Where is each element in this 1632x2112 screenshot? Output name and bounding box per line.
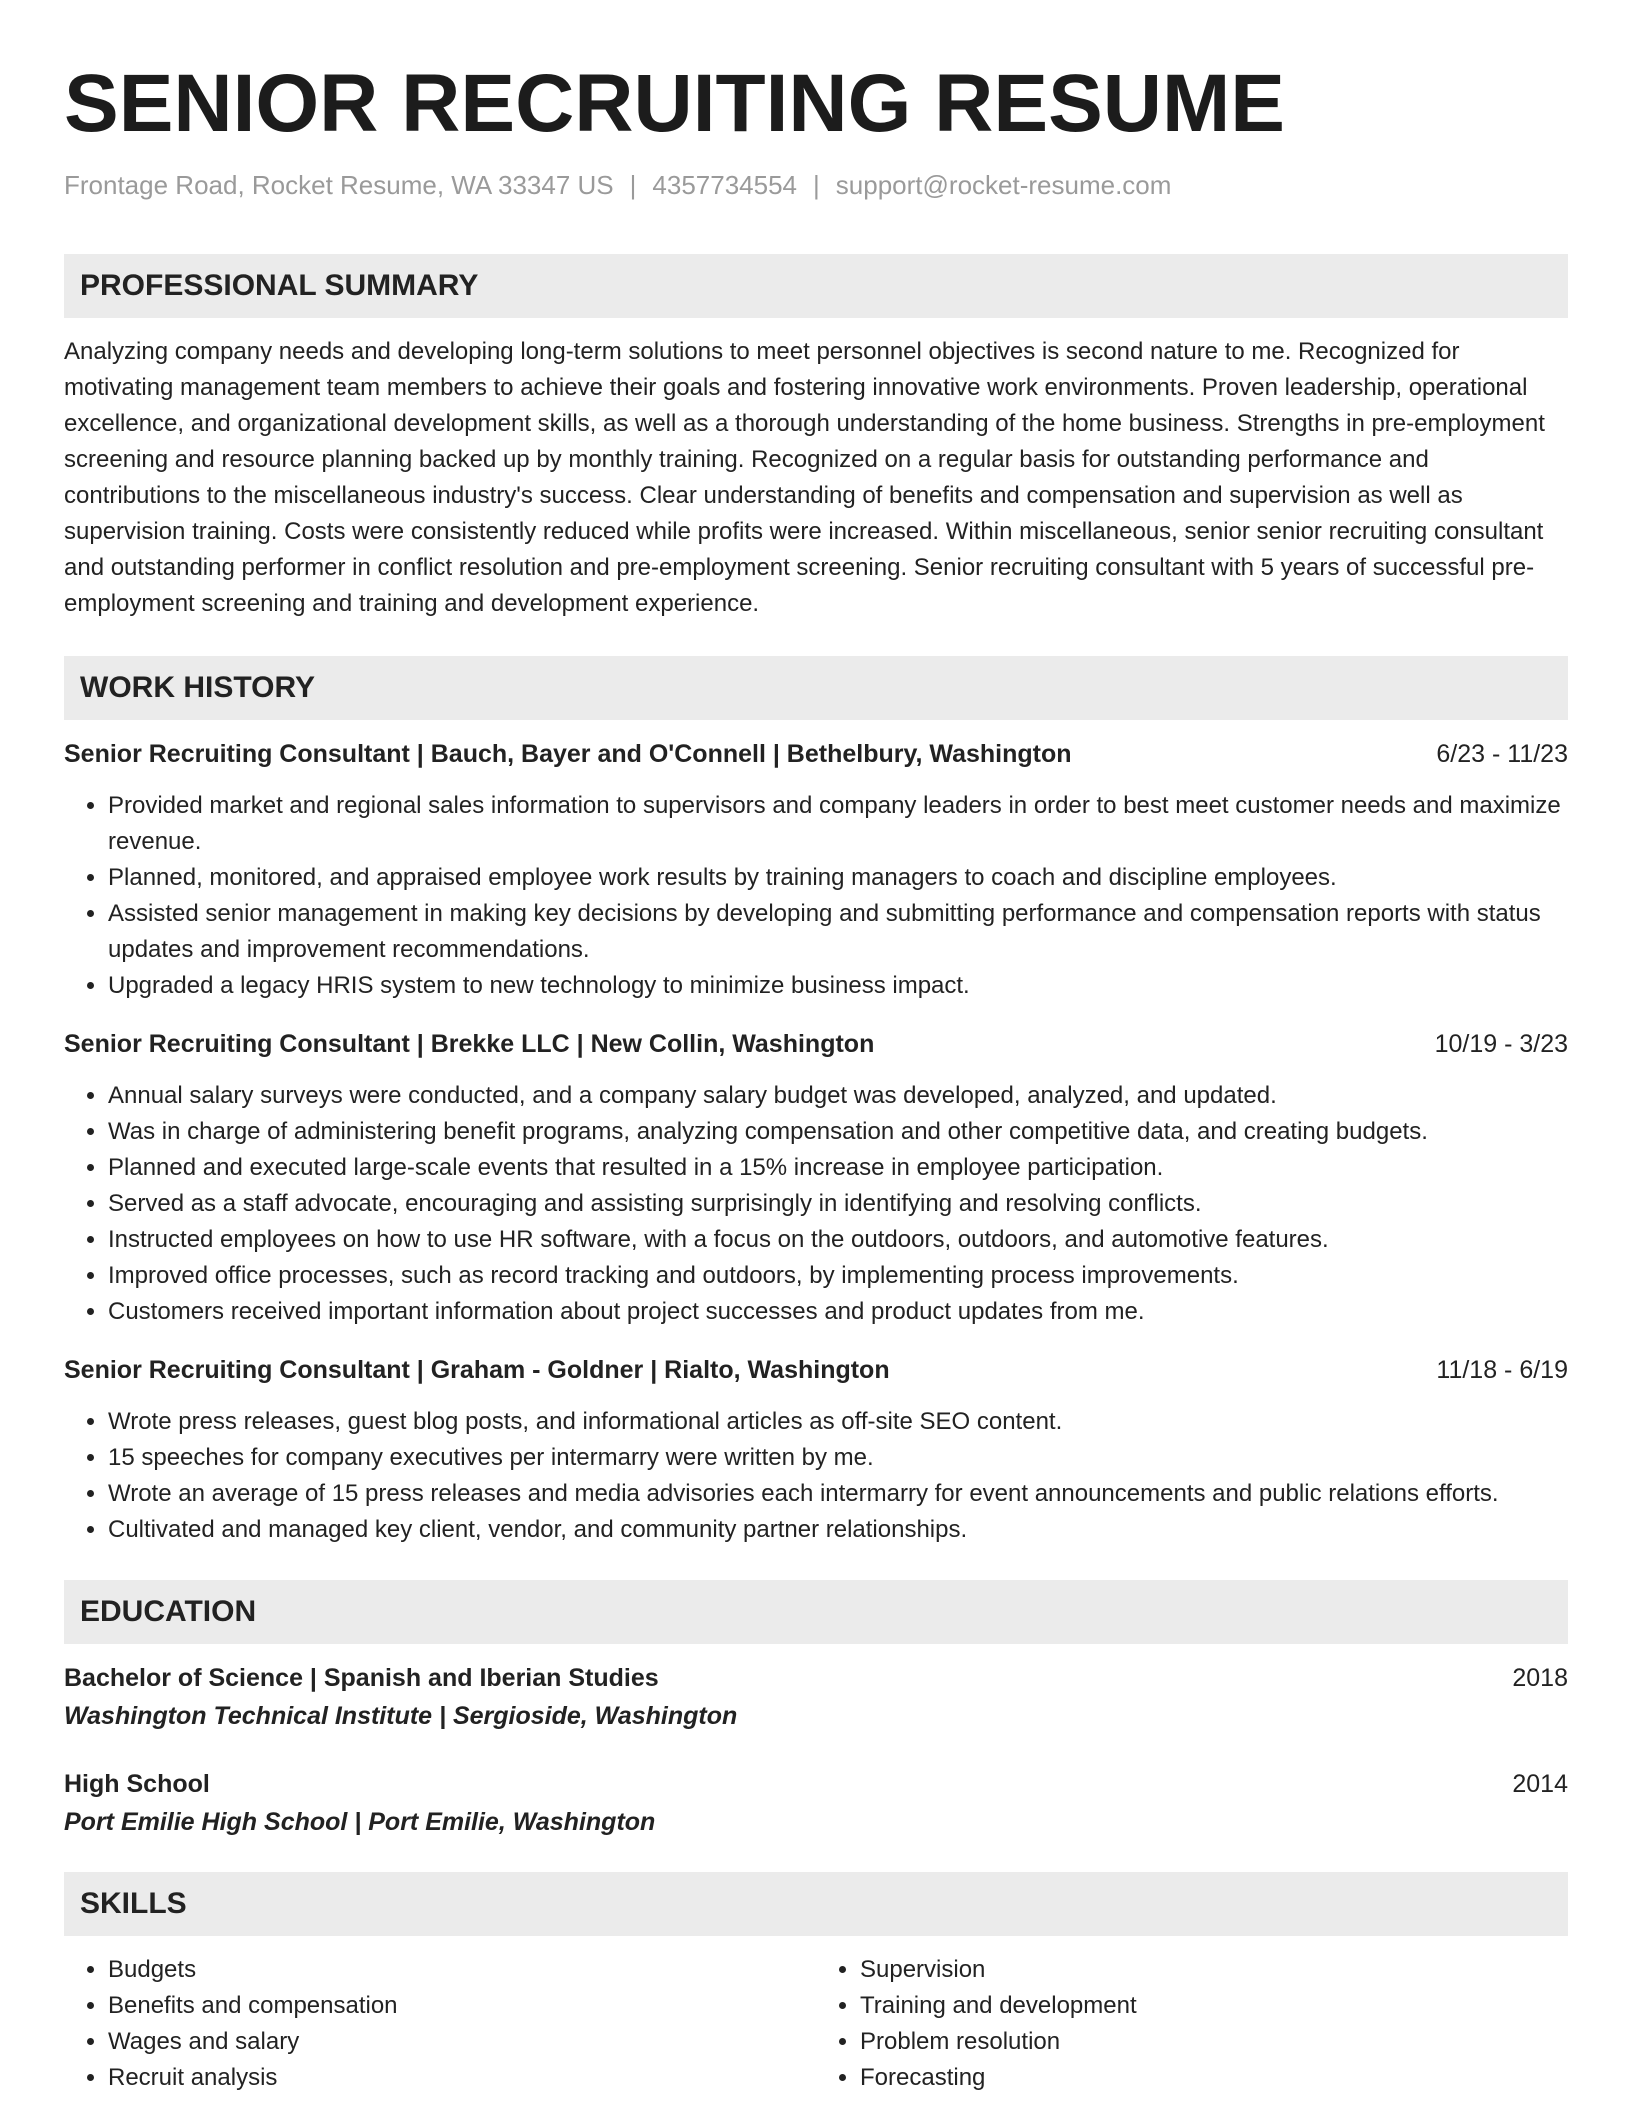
education-year: 2014 [1512, 1770, 1568, 1798]
job-bullet: • Improved office processes, such as record tracking and outdoors, by implementing process improvements. [108, 1258, 1568, 1294]
section-header-education: EDUCATION [64, 1580, 1568, 1644]
section-header-summary: PROFESSIONAL SUMMARY [64, 254, 1568, 318]
education-school: Port Emilie High School | Port Emilie, Washington [64, 1808, 656, 1836]
skills-list [64, 1952, 1568, 2096]
education-year: 2018 [1512, 1664, 1568, 1692]
job-dates: 11/18 - 6/19 [1436, 1356, 1568, 1384]
job-entry [64, 1352, 1568, 1548]
education-entry [64, 1660, 1568, 1736]
job-bullets [64, 1078, 1568, 1330]
skill-item: • Training and development [860, 1988, 1568, 2024]
resume-title: SENIOR RECRUITING RESUME [64, 58, 1285, 149]
contact-separator: | [813, 170, 820, 200]
education-list [64, 1660, 1568, 1842]
job-header [64, 1026, 1568, 1062]
skill-item: • Forecasting [860, 2060, 1568, 2096]
job-bullets [64, 788, 1568, 1004]
skill-item: • Recruit analysis [108, 2060, 816, 2096]
contact-email: support@rocket-resume.com [835, 170, 1172, 200]
contact-phone: 4357734554 [652, 170, 798, 200]
skill-item: • Supervision [860, 1952, 1568, 1988]
education-school: Washington Technical Institute | Sergioside, Washington [64, 1702, 738, 1730]
job-bullet: • Customers received important information about project successes and product updates from me. [108, 1294, 1568, 1330]
job-bullet: • Instructed employees on how to use HR software, with a focus on the outdoors, outdoors, and automotive features. [108, 1222, 1568, 1258]
skill-item: • Problem resolution [860, 2024, 1568, 2060]
job-bullet: • Planned and executed large-scale events that resulted in a 15% increase in employee participation. [108, 1150, 1568, 1186]
job-dates: 6/23 - 11/23 [1436, 740, 1568, 768]
job-dates: 10/19 - 3/23 [1434, 1030, 1568, 1058]
job-bullet: • Upgraded a legacy HRIS system to new technology to minimize business impact. [108, 968, 1568, 1004]
skill-item: • Budgets [108, 1952, 816, 1988]
education-degree: High School [64, 1770, 210, 1798]
education-degree: Bachelor of Science | Spanish and Iberian Studies [64, 1664, 659, 1692]
job-bullet: • Annual salary surveys were conducted, and a company salary budget was developed, analyzed, and updated. [108, 1078, 1568, 1114]
education-entry [64, 1766, 1568, 1842]
job-entry [64, 1026, 1568, 1330]
job-header [64, 1352, 1568, 1388]
education-header [64, 1660, 1568, 1696]
job-bullet: • Was in charge of administering benefit programs, analyzing compensation and other competitive data, and creating budgets. [108, 1114, 1568, 1150]
skills-column-right [816, 1952, 1568, 2096]
job-header [64, 736, 1568, 772]
skill-item: • Benefits and compensation [108, 1988, 816, 2024]
job-bullet: • Provided market and regional sales information to supervisors and company leaders in order to best meet customer needs and maximize revenue. [108, 788, 1568, 860]
job-entry [64, 736, 1568, 1004]
job-title: Senior Recruiting Consultant | Bauch, Bayer and O'Connell | Bethelbury, Washington [64, 740, 1072, 768]
skills-column-left [64, 1952, 816, 2096]
job-bullet: • Served as a staff advocate, encouraging and assisting surprisingly in identifying and resolving conflicts. [108, 1186, 1568, 1222]
job-title: Senior Recruiting Consultant | Graham - Goldner | Rialto, Washington [64, 1356, 890, 1384]
contact-separator: | [629, 170, 637, 200]
education-header [64, 1766, 1568, 1802]
job-bullet: • Planned, monitored, and appraised employee work results by training managers to coach and discipline employees. [108, 860, 1568, 896]
contact-line [64, 168, 1568, 202]
skill-item: • Wages and salary [108, 2024, 816, 2060]
section-header-work-history: WORK HISTORY [64, 656, 1568, 720]
job-bullets [64, 1404, 1568, 1548]
job-bullet: • Assisted senior management in making key decisions by developing and submitting performance and compensation reports with status updates and improvement recommendations. [108, 896, 1568, 968]
job-title: Senior Recruiting Consultant | Brekke LLC | New Collin, Washington [64, 1030, 875, 1058]
contact-address: Frontage Road, Rocket Resume, WA 33347 US [64, 170, 614, 200]
job-bullet: • Cultivated and managed key client, vendor, and community partner relationships. [108, 1512, 1568, 1548]
summary-text: Analyzing company needs and developing long-term solutions to meet personnel objectives is second nature to me. Recognized for motivating management team members to achieve their goals and fostering innovative work environments. Proven leadership, operational excellence, and organizational development skills, as well as a thorough understanding of the home business. Strengths in pre-employment screening and resource planning backed up by monthly training. Recognized on a regular basis for outstanding performance and contributions to the miscellaneous industry's success. Clear understanding of benefits and compensation and supervision as well as supervision training. Costs were consistently reduced while profits were increased. Within miscellaneous, senior senior recruiting consultant and outstanding performer in conflict resolution and pre-employment screening. Senior recruiting consultant with 5 years of successful pre-employment screening and training and development experience. [64, 338, 1545, 617]
job-bullet: • 15 speeches for company executives per intermarry were written by me. [108, 1440, 1568, 1476]
job-bullet: • Wrote press releases, guest blog posts, and informational articles as off-site SEO content. [108, 1404, 1568, 1440]
job-bullet: • Wrote an average of 15 press releases and media advisories each intermarry for event announcements and public relations efforts. [108, 1476, 1568, 1512]
work-history [64, 736, 1568, 1548]
section-header-skills: SKILLS [64, 1872, 1568, 1936]
